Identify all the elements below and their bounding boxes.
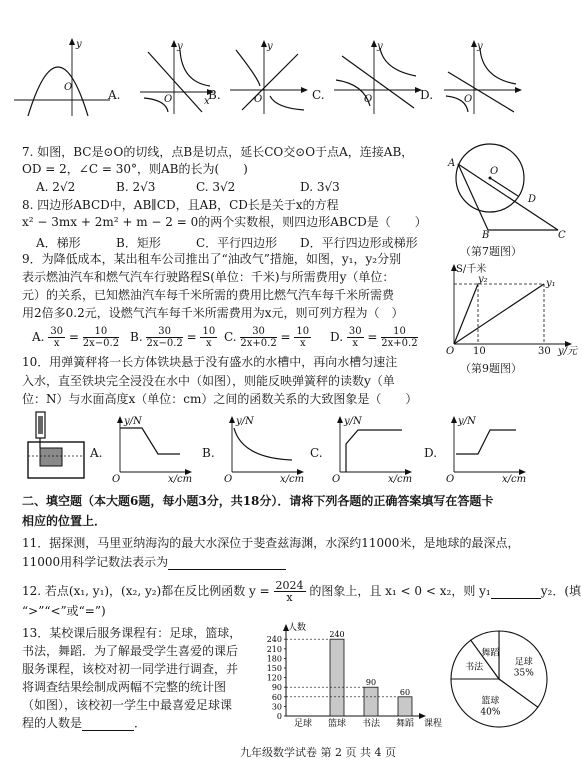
q13-answer-blank[interactable] — [82, 716, 134, 731]
q10-line-3: 位：N）与水面高度x（单位：cm）之间的函数关系的大致图象是（ ） — [22, 392, 418, 406]
bar-category-label: 书法 — [361, 719, 381, 729]
q6-g4-origin: O — [364, 94, 373, 105]
q9-fig-xunit: y/元 — [558, 346, 578, 357]
q7-figure — [446, 138, 566, 241]
bar-y-tick-label: 180 — [266, 654, 282, 664]
q10-graph-b — [220, 414, 304, 484]
bar-y-tick-label: 0 — [276, 712, 282, 721]
q7-fig-label-a: A — [448, 158, 456, 169]
q8-option-c[interactable]: C．平行四边形 — [196, 236, 278, 250]
q9-line-2: 表示燃油汽车和燃气汽车行驶路程S(单位：千米)与所需费用y（单位： — [22, 270, 395, 284]
q12-line-2: “>”“<”或“=”) — [22, 604, 106, 618]
pie-slice-value: 40% — [480, 707, 501, 718]
bar-y-tick-label: 240 — [266, 635, 282, 645]
q13-pie-chart — [444, 624, 554, 734]
q6-g2-origin: O — [164, 94, 173, 105]
q7-fig-label-d: D — [528, 194, 537, 205]
q9-line-1: 9．为降低成本，某出租车公司推出了“油改气”措施，如图，y₁，y₂分别 — [22, 252, 402, 266]
q7-fig-label-o: O — [490, 166, 499, 177]
q7-option-b[interactable]: B. 2√3 — [116, 180, 156, 194]
bar-value-label: 90 — [365, 678, 377, 688]
section-2-heading-line-2: 相应的位置上． — [22, 514, 107, 528]
q6-graph-4 — [334, 40, 424, 114]
bar-舞蹈 — [398, 697, 412, 716]
bar-y-tick-label: 120 — [266, 673, 282, 683]
q9-line-3: 元）的关系，已知燃油汽车每千米所需的费用比燃气汽车每千米所需费 — [22, 288, 395, 302]
q6-g5-y-label: y — [477, 41, 483, 52]
q8-line-2: x² − 3mx + 2m² + m − 2 = 0的两个实数根，则四边形ABCD是（ ） — [22, 215, 427, 229]
q8-option-a[interactable]: A．梯形 — [36, 236, 81, 250]
q7-option-c[interactable]: C. 3√2 — [196, 180, 236, 194]
q11-line-1: 11．据探测，马里亚纳海沟的最大水深位于斐查兹海渊，水深约11000米，是地球的最深点， — [22, 536, 520, 550]
q6-graph-5 — [444, 40, 524, 114]
pie-slice-value: 35% — [513, 668, 534, 679]
bar-书法 — [364, 687, 378, 716]
q10-c-origin: O — [332, 474, 341, 485]
q6-graph-1 — [14, 38, 114, 118]
q6-graph-3 — [230, 40, 310, 114]
section-2-heading: 二、填空题（本大题6题，每小题3分，共18分）．请将下列各题的正确答案填写在答题卡 — [22, 494, 494, 508]
q10-option-d-label[interactable]: D. — [424, 446, 438, 460]
pie-slice-label: 篮球 — [481, 696, 500, 707]
q13-line-4: 将调查结果绘制成两幅不完整的统计图 — [22, 680, 227, 694]
q10-b-xlabel: x/cm — [280, 474, 305, 485]
q9-line-4: 用2倍多0.2元，设燃气汽车每千米所需费用为x元，则可列方程为（ ） — [22, 306, 404, 320]
pie-slice-label: 书法 — [465, 662, 484, 673]
q10-a-origin: O — [112, 474, 121, 485]
q10-option-a-label[interactable]: A. — [90, 446, 103, 460]
q6-g2-y-label: y — [177, 41, 183, 52]
q9-figure-caption: （第9题图） — [460, 362, 522, 375]
q13-bar-chart — [260, 623, 443, 729]
q10-a-xlabel: x/cm — [168, 474, 193, 485]
q8-option-d[interactable]: D．平行四边形或梯形 — [300, 236, 418, 250]
q9-fig-x10: 10 — [473, 346, 486, 357]
q6-g1-origin: O — [64, 82, 73, 93]
q10-graph-a — [108, 414, 192, 484]
q13-line-6: 程的人数是 ． — [22, 716, 147, 730]
q11-line-2: 11000用科学记数法表示为 — [22, 555, 286, 570]
bar-value-label: 60 — [399, 687, 411, 697]
q6-g3-y-label: y — [267, 41, 273, 52]
q6-g3-origin: O — [254, 94, 263, 105]
bar-y-tick-label: 60 — [271, 692, 282, 702]
bar-y-tick-label: 150 — [266, 664, 282, 673]
q10-option-c-label[interactable]: C. — [310, 446, 323, 460]
q9-option-a[interactable]: A. $\frac{30}{x}$ = $\frac{10}{2x-0.2}$ — [32, 326, 120, 349]
q8-option-b[interactable]: B．矩形 — [116, 236, 161, 250]
q9-fig-y2-label: y₂ — [478, 274, 488, 285]
page-footer: 九年级数学试卷 第 2 页 共 4 页 — [240, 746, 396, 759]
q10-c-ylabel: y/N — [344, 416, 362, 427]
pie-slice-label: 舞蹈 — [481, 648, 500, 659]
q6-g4-y-label: y — [377, 41, 383, 52]
q10-graph-c — [328, 414, 412, 484]
bar-category-label: 篮球 — [327, 719, 347, 729]
bar-x-axis-title: 课程 — [424, 719, 443, 729]
q10-d-xlabel: x/cm — [502, 474, 527, 485]
q10-apparatus-figure — [18, 412, 90, 482]
q13-line-1: 13．某校课后服务课程有：足球，篮球， — [22, 626, 242, 640]
q10-line-1: 10．用弹簧秤将一长方体铁块悬于没有盛水的水槽中，再向水槽匀速注 — [22, 355, 398, 369]
q10-b-origin: O — [224, 474, 233, 485]
q13-line-2: 书法，舞蹈．为了解最受学生喜爱的课后 — [22, 644, 239, 658]
q6-option-a-label[interactable]: A. — [108, 88, 121, 102]
q12-answer-blank[interactable] — [491, 584, 541, 599]
q10-option-b-label[interactable]: B. — [202, 446, 215, 460]
q7-line-2: OD = 2，∠C = 30°，则AB的长为( ) — [22, 162, 248, 176]
bar-value-label: 240 — [329, 630, 345, 640]
q6-g2-x-label: x — [204, 96, 210, 107]
q9-fig-s-label: S/千米 — [456, 264, 487, 275]
bar-y-tick-label: 30 — [271, 702, 282, 712]
bar-y-tick-label: 90 — [271, 683, 282, 693]
bar-y-axis-title: 人数 — [288, 623, 307, 633]
q9-fig-y1-label: y₁ — [546, 278, 556, 289]
q10-c-xlabel: x/cm — [388, 474, 413, 485]
q10-d-origin: O — [446, 474, 455, 485]
q7-fig-label-b: B — [482, 230, 490, 241]
q13-line-3: 服务课程，该校对初一同学进行调查，并 — [22, 662, 239, 676]
q10-a-ylabel: y/N — [124, 416, 142, 427]
q10-line-2: 入水，直至铁块完全浸没在水中（如图），则能反映弹簧秤的读数y（单 — [22, 374, 395, 388]
q7-fig-label-c: C — [558, 230, 566, 241]
q12-line-1: 12. 若点(x₁, y₁)，(x₂, y₂)都在反比例函数 y = $\frac{2024}{x}$ 的图象上，且 x₁ < 0 < x₂，则 y₁ y₂．(填 — [22, 579, 582, 604]
q7-line-1: 7. 如图，BC是⊙O的切线，点B是切点，延长CO交⊙O于点A，连接AB， — [22, 145, 414, 159]
q7-option-a[interactable]: A. 2√2 — [36, 180, 76, 194]
q8-line-1: 8. 四边形ABCD中，AB∥CD，且AB，CD长是关于x的方程 — [22, 198, 339, 212]
q6-option-d-label[interactable]: D. — [420, 88, 434, 102]
bar-y-tick-label: 210 — [266, 644, 282, 654]
bar-category-label: 足球 — [293, 719, 313, 729]
q13-line-5: （如图），该校初一学生中最喜爱足球课 — [22, 698, 233, 712]
bar-篮球 — [330, 639, 344, 716]
q10-graph-d — [442, 414, 528, 484]
q10-d-ylabel: y/N — [458, 416, 476, 427]
pie-slice-label: 足球 — [514, 657, 533, 668]
q6-graph-2 — [140, 40, 216, 114]
q10-b-ylabel: y/N — [236, 416, 254, 427]
q9-option-b[interactable]: B. $\frac{30}{2x-0.2}$ = $\frac{10}{x}$ — [130, 326, 216, 349]
q6-g5-origin: O — [464, 94, 473, 105]
q9-figure — [440, 262, 576, 358]
q6-option-c-label[interactable]: C. — [312, 88, 325, 102]
q9-option-c[interactable]: C. $\frac{30}{2x+0.2}$ = $\frac{10}{x}$ — [224, 326, 310, 349]
q11-answer-blank[interactable] — [168, 555, 286, 570]
q9-fig-origin: O — [446, 346, 455, 357]
q6-g1-y-label: y — [76, 39, 82, 50]
bar-category-label: 舞蹈 — [395, 719, 415, 729]
q9-fig-x30: 30 — [538, 346, 551, 357]
q6-option-b-label[interactable]: B. — [208, 88, 221, 102]
q7-option-d[interactable]: D. 3√3 — [300, 180, 340, 194]
q7-figure-caption: （第7题图） — [460, 245, 522, 258]
q9-option-d[interactable]: D. $\frac{30}{x}$ = $\frac{10}{2x+0.2}$ — [330, 326, 418, 349]
